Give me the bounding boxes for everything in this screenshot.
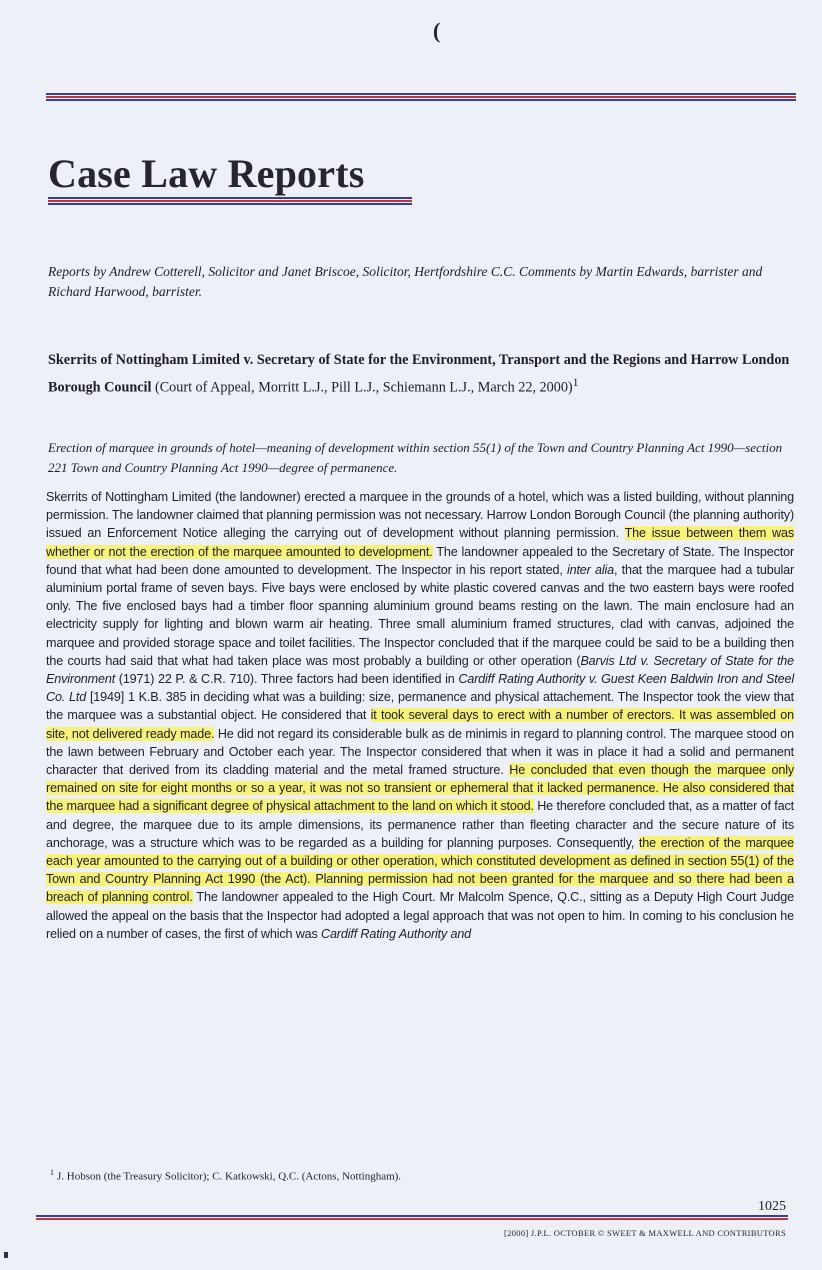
title-underline: [48, 197, 412, 207]
highlighted-text: it took several days to erect with a number of erectors. It was assembled on site, not delivered ready made.: [46, 708, 794, 741]
page-corner-mark: (: [433, 18, 441, 43]
highlighted-text: the erection of the marquee each year amounted to the carrying out of a building or other operation, which constituted development as defined in section 55(1) of the Town and Country Planning Act 1990 (the Act). Planning permission had not been granted for the marquee and so there had been a breach of planning control.: [46, 835, 794, 905]
case-heading: [48, 349, 792, 399]
case-citation: Cardiff Rating Authority and: [321, 926, 472, 941]
latin-phrase: inter alia: [566, 562, 614, 577]
copyright-line: [2000] J.P.L. OCTOBER © SWEET & MAXWELL AND CONTRIBUTORS: [504, 1228, 786, 1238]
highlighted-text: He concluded that even though the marquee only remained on site for eight months or so a year, it was not so transient or ephemeral that it lacked permanence. He also considered that the marquee had a significant degree of physical attachment to the land on which it stood.: [46, 763, 794, 814]
body-text: [1949] 1 K.B. 385 in deciding what was a building: size, permanence and physical attachement. The Inspector took the view that the marquee was a substantial object. He considered that: [46, 690, 794, 723]
body-text: , that the marquee had a tubular aluminium portal frame of seven bays. Five bays were enclosed by white plastic covered canvas and the two eastern bays were roofed only. The five enclosed bays had a timber floor spanning aluminium ground beams resting on the lawn. The main enclosure had an electricity supply for lighting and blown warm air heating. Three small aluminium framed structures, clad with canvas, adjoined the marquee and provided storage space and toilet facilities. The Inspector concluded that if the marquee could be said to be a building then the courts had said that what had taken place was most probably a building or other operation (: [46, 562, 794, 668]
body-text: He therefore concluded that, as a matter of fact and degree, the marquee due to its ample dimensions, its permanence rather than fleeting character and the secure nature of its anchorage, was a structure which was to be regarded as a building for planning purposes. Consequently,: [46, 799, 794, 850]
case-parties: Skerrits of Nottingham Limited v. Secretary of State for the Environment, Transport and the Regions and Harrow London Borough Council: [48, 352, 790, 396]
footer-rule: [36, 1215, 788, 1220]
body-text: (1971) 22 P. & C.R. 710). Three factors had been identified in: [115, 672, 459, 687]
case-summary-paragraph: [46, 488, 794, 943]
case-keywords: Erection of marquee in grounds of hotel—meaning of development within section 55(1) of the Town and Country Planning Act 1990—section 221 Town and Country Planning Act 1990—degree of permanence.: [48, 440, 783, 475]
header-rule: [46, 93, 796, 103]
footnote: [50, 1168, 750, 1183]
scan-edge-mark: [4, 1252, 8, 1258]
case-citation: Barvis Ltd v. Secretary of State for the Environment: [46, 653, 794, 687]
page-number: 1025: [758, 1199, 786, 1214]
page-title: Case Law Reports: [48, 151, 365, 196]
footnote-marker: 1: [50, 1168, 54, 1177]
case-footnote-marker: 1: [572, 375, 579, 389]
highlighted-text: The issue between them was whether or not the erection of the marquee amounted to development.: [46, 526, 794, 559]
body-text: Skerrits of Nottingham Limited (the landowner) erected a marquee in the grounds of a hotel, which was a listed building, without planning permission. The landowner claimed that planning permission was not necessary. Harrow London Borough Council (the planning authority) issued an Enforcement Notice alleging the carrying out of development without planning permission.: [46, 490, 794, 541]
footnote-text: J. Hobson (the Treasury Solicitor); C. Katkowski, Q.C. (Actons, Nottingham).: [57, 1170, 402, 1183]
case-court-details: (Court of Appeal, Morritt L.J., Pill L.J., Schiemann L.J., March 22, 2000): [151, 379, 573, 396]
body-text: He did not regard its considerable bulk as de minimis in regard to planning control. The marquee stood on the lawn between February and October each year. The Inspector considered that when it was in place it had a solid and permanent character that derived from its cladding material and the metal framed structure.: [46, 726, 794, 778]
case-citation: Cardiff Rating Authority v. Guest Keen Baldwin Iron and Steel Co. Ltd: [46, 672, 795, 705]
reporters-credit: Reports by Andrew Cotterell, Solicitor and Janet Briscoe, Solicitor, Hertfordshire C.C. Comments by Martin Edwards, barrister and Richard Harwood, barrister.: [48, 264, 763, 299]
body-text: The landowner appealed to the Secretary of State. The Inspector found that what had been done amounted to development. The Inspector in his report stated,: [46, 544, 794, 577]
case-summary-body: [46, 488, 794, 943]
body-text: The landowner appealed to the High Court. Mr Malcolm Spence, Q.C., sitting as a Deputy High Court Judge allowed the appeal on the basis that the Inspector had adopted a legal approach that was not open to him. In coming to his conclusion he relied on a number of cases, the first of which was: [46, 890, 794, 941]
